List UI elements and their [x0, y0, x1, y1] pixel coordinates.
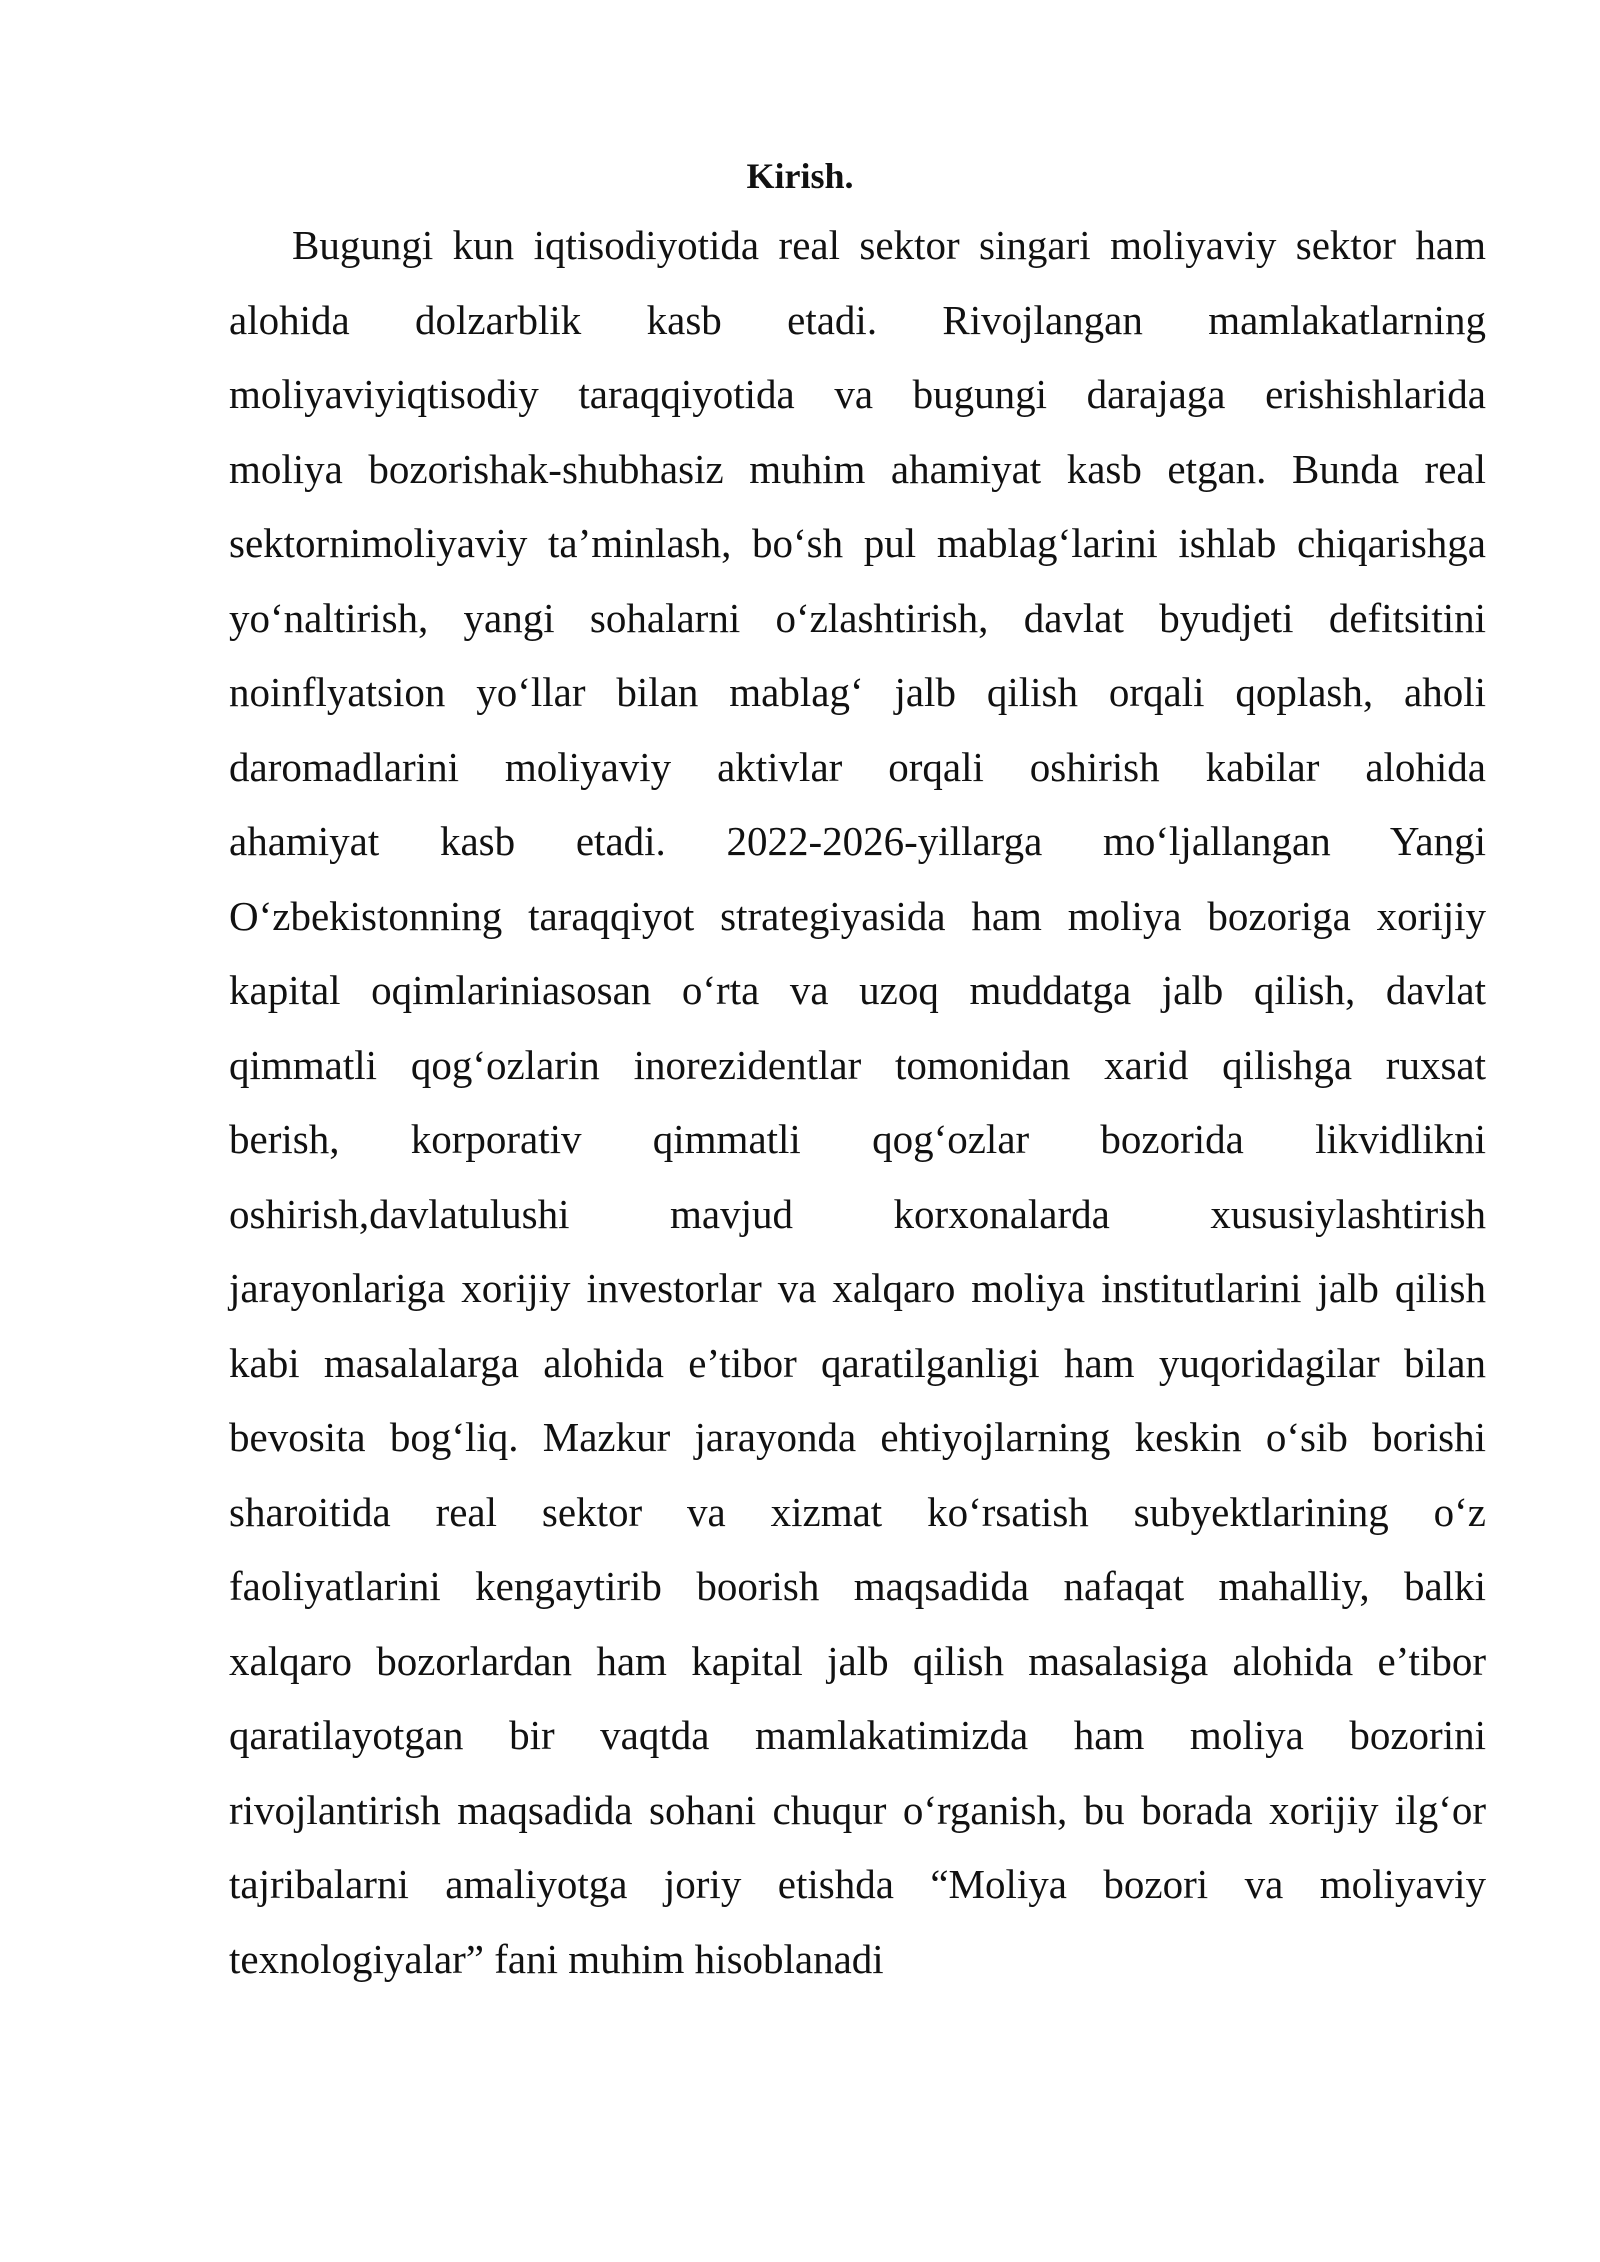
paragraph-line: Bugungi kun iqtisodiyotida real sektor singari moliyaviy sektor ham	[292, 222, 1486, 268]
paragraph-line: qimmatli qog‘ozlarin inorezidentlar tomonidan xarid qilishga ruxsat	[229, 1041, 1486, 1088]
paragraph-line: oshirish,davlatulushi mavjud korxonalarda xususiylashtirish	[229, 1190, 1486, 1237]
paragraph-line: daromadlarini moliyaviy aktivlar orqali oshirish kabilar alohida	[229, 743, 1486, 790]
paragraph-line: rivojlantirish maqsadida sohani chuqur o‘rganish, bu borada xorijiy ilg‘or	[229, 1786, 1486, 1833]
paragraph-line: kapital oqimlariniasosan o‘rta va uzoq muddatga jalb qilish, davlat	[229, 967, 1486, 1013]
paragraph-line: O‘zbekistonning taraqqiyot strategiyasida ham moliya bozoriga xorijiy	[229, 892, 1486, 939]
section-heading: Kirish.	[746, 156, 854, 196]
paragraph-line: moliya bozorishak-shubhasiz muhim ahamiyat kasb etgan. Bunda real	[229, 445, 1486, 492]
paragraph-line: tajribalarni amaliyotga joriy etishda “Moliya bozori va moliyaviy	[229, 1861, 1486, 1907]
paragraph-line: bevosita bog‘liq. Mazkur jarayonda ehtiyojlarning keskin o‘sib borishi	[229, 1414, 1486, 1460]
paragraph-line: sektornimoliyaviy ta’minlash, bo‘sh pul mablag‘larini ishlab chiqarishga	[229, 520, 1486, 566]
paragraph-line: noinflyatsion yo‘llar bilan mablag‘ jalb qilish orqali qoplash, aholi	[229, 669, 1486, 715]
paragraph-line: alohida dolzarblik kasb etadi. Rivojlangan mamlakatlarning	[229, 296, 1486, 343]
paragraph-line: moliyaviyiqtisodiy taraqqiyotida va bugungi darajaga erishishlarida	[229, 371, 1486, 417]
paragraph-line: yo‘naltirish, yangi sohalarni o‘zlashtirish, davlat byudjeti defitsitini	[229, 594, 1486, 641]
paragraph-line: kabi masalalarga alohida e’tibor qaratilganligi ham yuqoridagilar bilan	[229, 1339, 1486, 1386]
paragraph-line: qaratilayotgan bir vaqtda mamlakatimizda ham moliya bozorini	[229, 1712, 1486, 1758]
paragraph-line: berish, korporativ qimmatli qog‘ozlar bozorida likvidlikni	[229, 1116, 1486, 1162]
paragraph-line: faoliyatlarini kengaytirib boorish maqsadida nafaqat mahalliy, balki	[229, 1563, 1486, 1609]
paragraph-line: sharoitida real sektor va xizmat ko‘rsatish subyektlarining o‘z	[229, 1488, 1486, 1535]
paragraph-line: jarayonlariga xorijiy investorlar va xalqaro moliya institutlarini jalb qilish	[229, 1265, 1486, 1311]
paragraph-line: texnologiyalar” fani muhim hisoblanadi	[229, 1935, 884, 1982]
paragraph-line: xalqaro bozorlardan ham kapital jalb qilish masalasiga alohida e’tibor	[229, 1637, 1486, 1684]
paragraph-line: ahamiyat kasb etadi. 2022-2026-yillarga mo‘ljallangan Yangi	[229, 818, 1486, 864]
body-paragraph	[229, 208, 1486, 1996]
